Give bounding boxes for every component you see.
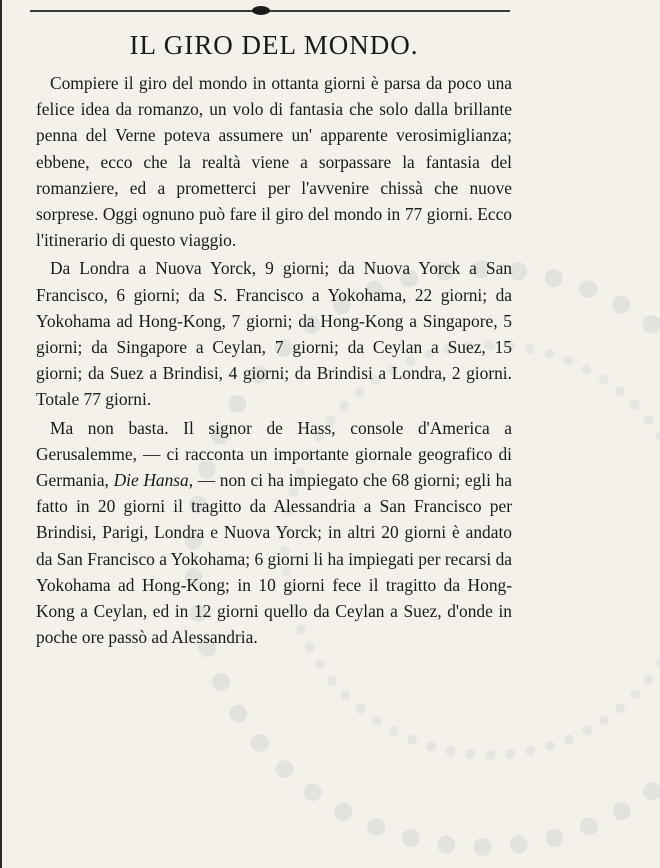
divider-ornament <box>252 6 270 15</box>
column-rule <box>0 0 2 868</box>
journal-name: Die Hansa <box>113 470 189 491</box>
article-paragraph-3 <box>36 415 512 651</box>
article-paragraph-1: Compiere il giro del mondo in ottanta giorni è parsa da poco una felice idea da romanzo, un volo di fantasia che solo dalla brillante penna del Verne poteva assumere un' apparente verosimiglianza; ebbene, ecco che la realtà viene a sorpassare la fantasia del romanziere, ed a prometterci per l'avvenire chissà che nuove sorprese. Oggi ognuno può fare il giro del mondo in 77 giorni. Ecco l'itinerario di questo viaggio. <box>36 73 512 251</box>
article-paragraph-2: Da Londra a Nuova Yorck, 9 giorni; da Nuova Yorck a San Francisco, 6 giorni; da S. Francisco a Yokohama, 22 giorni; da Yokohama ad Hong-Kong, 7 giorni; da Hong-Kong a Singapore, 5 giorni; da Singapore a Ceylan, 7 giorni; da Ceylan a Suez, 15 giorni; da Suez a Brindisi, 4 giorni; da Brindisi a Londra, 2 giorni. Totale 77 giorni. <box>36 258 512 410</box>
article <box>36 28 512 650</box>
section-divider <box>30 10 510 12</box>
paragraph-3-text-after: , — non ci ha impiegato che 68 giorni; egli ha fatto in 20 giorni il tragitto da Alessandria a San Francisco per Brindisi, Parigi, Londra e Nuova Yorck; in altri 20 giorni è andato da San Francisco a Yokohama; 6 giorni li ha impiegati per recarsi da Yokohama ad Hong-Kong; in 10 giorni fece il tragitto da Hong-Kong a Ceylan, ed in 12 giorni quello da Ceylan a Suez, d'onde in poche ore passò ad Alessandria. <box>36 470 512 648</box>
paragraph-3-text-before: Ma non basta. Il signor de Hass, console d'America a Gerusalemme, — ci racconta un importante giornale geografico di Germania, <box>36 417 512 491</box>
article-title: IL GIRO DEL MONDO. <box>129 30 419 60</box>
